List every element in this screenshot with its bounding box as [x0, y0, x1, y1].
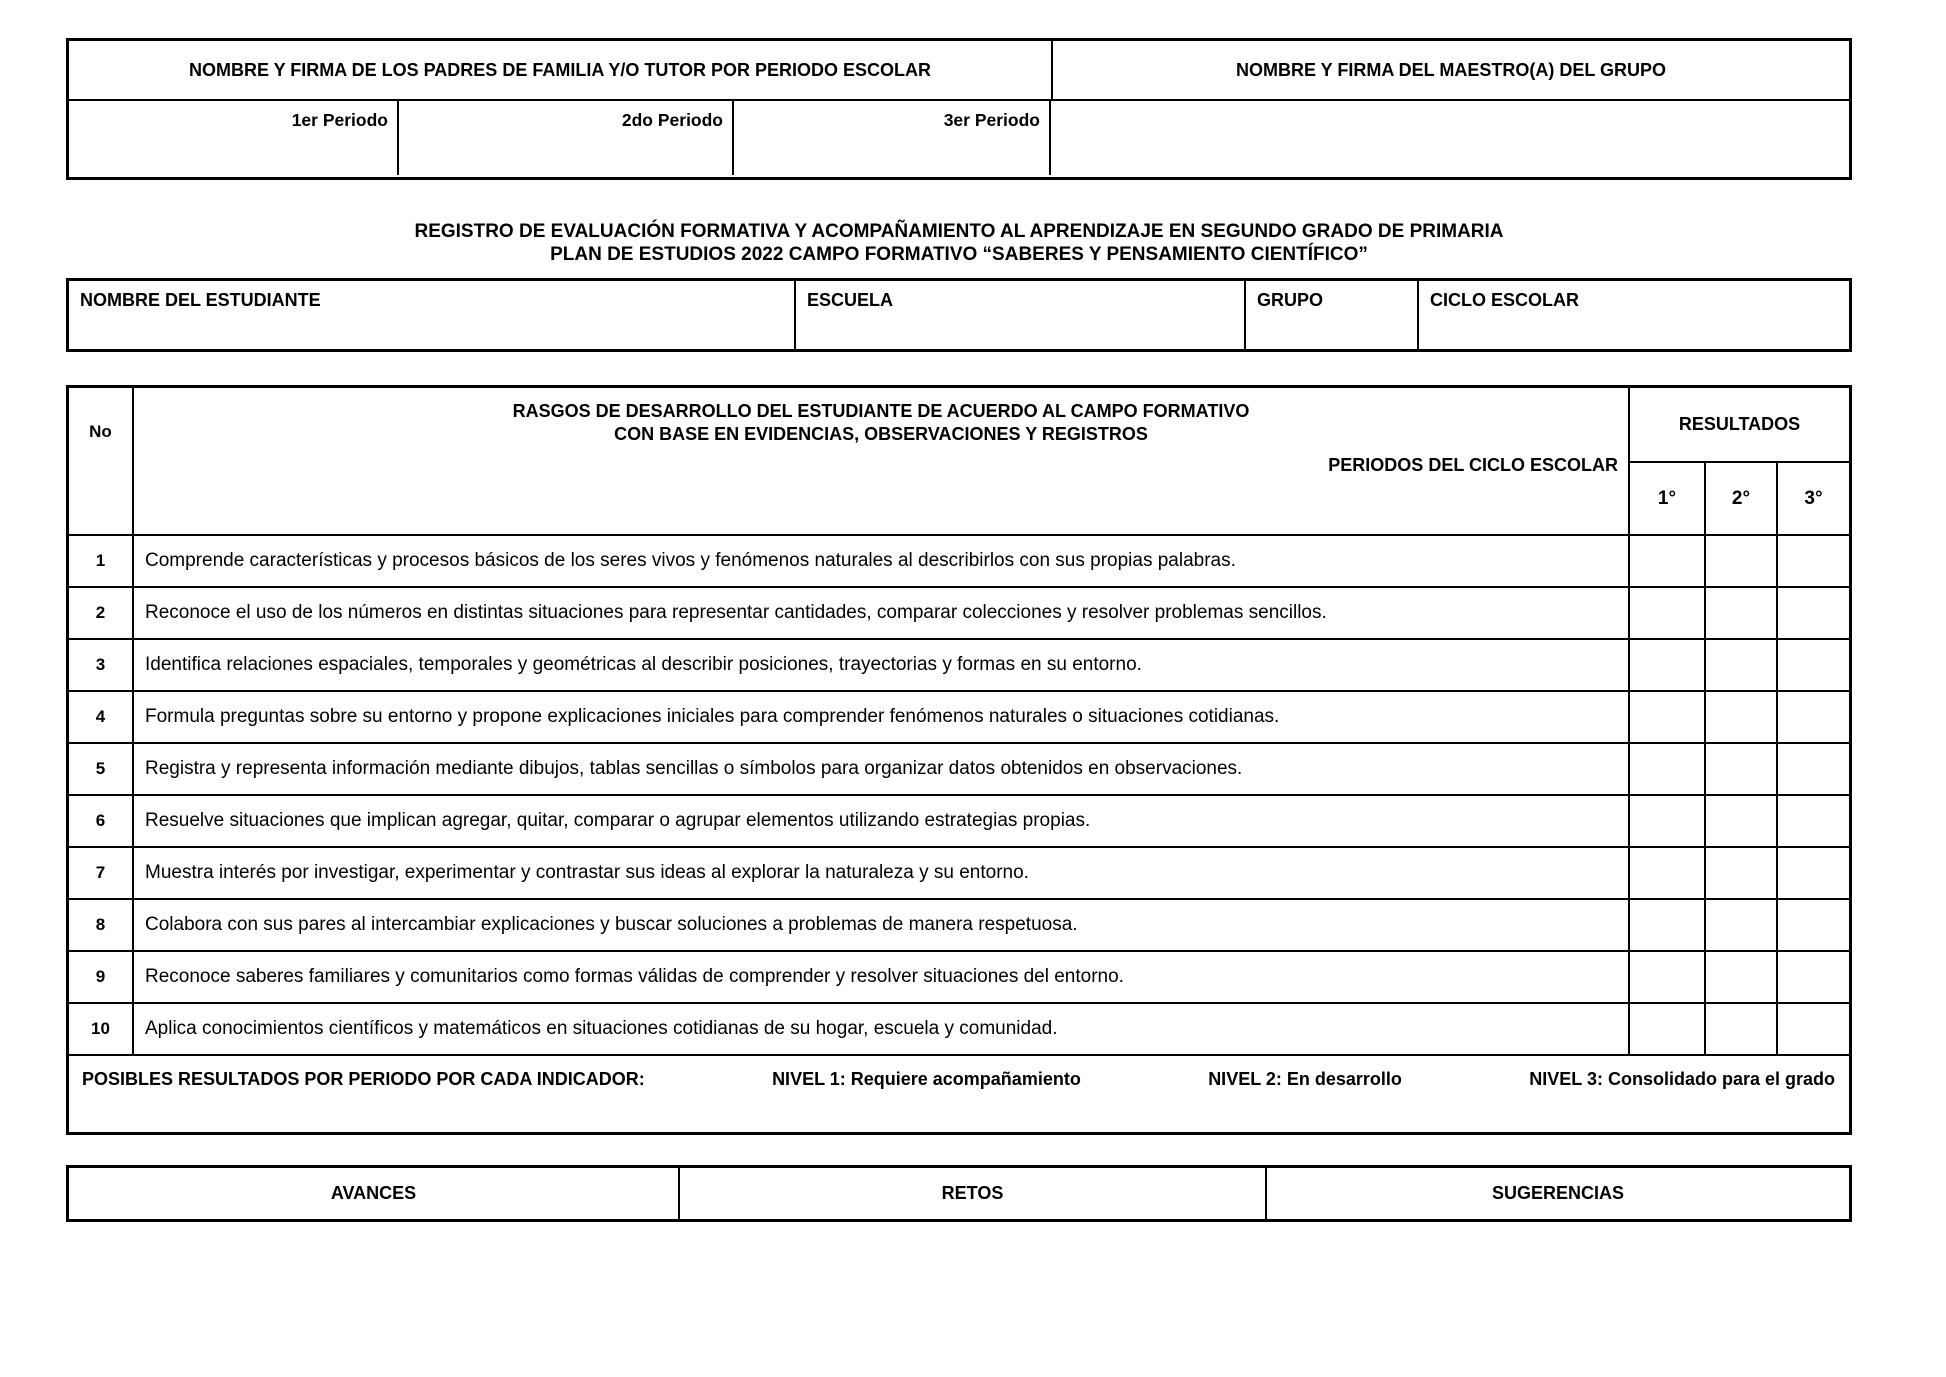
table-row	[69, 900, 1849, 952]
result-cell[interactable]	[1630, 1004, 1706, 1054]
result-cell[interactable]	[1706, 536, 1778, 586]
row-number: 6	[69, 796, 134, 846]
row-number: 3	[69, 640, 134, 690]
result-cell[interactable]	[1630, 952, 1706, 1002]
legend-nivel-1: NIVEL 1: Requiere acompañamiento	[772, 1069, 1081, 1089]
row-description-text: Muestra interés por investigar, experimentar y contrastar sus ideas al explorar la naturaleza y su entorno.	[145, 862, 1029, 883]
teacher-signature-cell[interactable]	[1051, 101, 1849, 175]
result-cell[interactable]	[1706, 848, 1778, 898]
table-row	[69, 1004, 1849, 1056]
legend-nivel-2: NIVEL 2: En desarrollo	[1208, 1069, 1402, 1089]
result-cell[interactable]	[1778, 588, 1849, 638]
result-cell[interactable]	[1706, 952, 1778, 1002]
row-description-text: Comprende características y procesos básicos de los seres vivos y fenómenos naturales al describirlos con sus propias palabras.	[145, 550, 1236, 571]
sugerencias-header-cell: SUGERENCIAS	[1491, 1183, 1625, 1203]
row-number: 5	[69, 744, 134, 794]
table-row	[69, 692, 1849, 744]
results-legend-row	[69, 1056, 1849, 1128]
row-description	[134, 536, 1630, 586]
result-cell[interactable]	[1778, 952, 1849, 1002]
row-number: 1	[69, 536, 134, 586]
table-row	[69, 588, 1849, 640]
result-cell[interactable]	[1630, 900, 1706, 950]
result-cell[interactable]	[1778, 1004, 1849, 1054]
rasgos-header-line-1: RASGOS DE DESARROLLO DEL ESTUDIANTE DE ACUERDO AL CAMPO FORMATIVO	[512, 401, 1250, 421]
no-column-header: No	[69, 388, 134, 534]
result-cell[interactable]	[1630, 744, 1706, 794]
row-description	[134, 640, 1630, 690]
row-description	[134, 848, 1630, 898]
table-row	[69, 536, 1849, 588]
legend-nivel-3: NIVEL 3: Consolidado para el grado	[1529, 1069, 1835, 1089]
signatures-header-row	[69, 41, 1849, 101]
row-description-text: Identifica relaciones espaciales, temporales y geométricas al describir posiciones, trayectorias y formas en su entorno.	[145, 654, 1142, 675]
row-description	[134, 796, 1630, 846]
row-description	[134, 588, 1630, 638]
period-2-signature-cell[interactable]: 2do Periodo	[399, 101, 734, 175]
student-name-cell[interactable]	[69, 281, 796, 349]
evaluation-table-header	[69, 388, 1849, 536]
result-cell[interactable]	[1630, 848, 1706, 898]
parents-signature-header: NOMBRE Y FIRMA DE LOS PADRES DE FAMILIA Y/O TUTOR POR PERIODO ESCOLAR	[69, 41, 1053, 99]
footer-table	[66, 1165, 1852, 1222]
result-cell[interactable]	[1706, 640, 1778, 690]
row-description	[134, 692, 1630, 742]
student-name-label: NOMBRE DEL ESTUDIANTE	[80, 290, 321, 310]
result-cell[interactable]	[1630, 640, 1706, 690]
legend-label: POSIBLES RESULTADOS POR PERIODO POR CADA INDICADOR:	[82, 1069, 645, 1089]
resultados-header: RESULTADOS	[1630, 388, 1849, 463]
row-description	[134, 744, 1630, 794]
result-cell[interactable]	[1706, 588, 1778, 638]
row-description	[134, 1004, 1630, 1054]
row-description-text: Resuelve situaciones que implican agregar, quitar, comparar o agrupar elementos utilizando estrategias propias.	[145, 810, 1091, 831]
periodos-ciclo-escolar-label: PERIODOS DEL CICLO ESCOLAR	[1328, 455, 1618, 475]
row-number: 4	[69, 692, 134, 742]
evaluation-table	[66, 385, 1852, 1135]
student-info-table	[66, 278, 1852, 352]
result-cell[interactable]	[1706, 796, 1778, 846]
row-description-text: Registra y representa información mediante dibujos, tablas sencillas o símbolos para organizar datos obtenidos en observaciones.	[145, 758, 1243, 779]
result-cell[interactable]	[1706, 744, 1778, 794]
avances-header-cell: AVANCES	[69, 1168, 680, 1219]
result-cell[interactable]	[1778, 744, 1849, 794]
result-cell[interactable]	[1778, 640, 1849, 690]
resultados-period-subheader-row	[1630, 463, 1849, 534]
signatures-period-row	[69, 101, 1849, 175]
document-title	[66, 220, 1852, 266]
result-cell[interactable]	[1778, 536, 1849, 586]
teacher-signature-header: NOMBRE Y FIRMA DEL MAESTRO(A) DEL GRUPO	[1235, 59, 1667, 80]
result-cell[interactable]	[1630, 588, 1706, 638]
row-description-text: Aplica conocimientos científicos y matemáticos en situaciones cotidianas de su hogar, escuela y comunidad.	[145, 1018, 1058, 1039]
table-row	[69, 952, 1849, 1004]
school-cycle-cell[interactable]	[1419, 281, 1849, 349]
result-cell[interactable]	[1630, 692, 1706, 742]
row-number: 2	[69, 588, 134, 638]
row-description-text: Reconoce el uso de los números en distintas situaciones para representar cantidades, comparar colecciones y resolver problemas sencillos.	[145, 602, 1327, 623]
title-line-1: REGISTRO DE EVALUACIÓN FORMATIVA Y ACOMPAÑAMIENTO AL APRENDIZAJE EN SEGUNDO GRADO DE PRIMARIA	[414, 221, 1504, 242]
result-cell[interactable]	[1706, 692, 1778, 742]
row-description	[134, 900, 1630, 950]
row-number: 8	[69, 900, 134, 950]
period-3-column-header: 3°	[1804, 487, 1823, 509]
rasgos-header-line-2: CON BASE EN EVIDENCIAS, OBSERVACIONES Y REGISTROS	[614, 424, 1148, 444]
result-cell[interactable]	[1778, 848, 1849, 898]
signatures-table	[66, 38, 1852, 180]
result-cell[interactable]	[1706, 900, 1778, 950]
group-label: GRUPO	[1257, 290, 1324, 310]
resultados-header-area	[1630, 388, 1849, 534]
table-row	[69, 640, 1849, 692]
school-label: ESCUELA	[807, 290, 894, 310]
retos-header-cell: RETOS	[680, 1168, 1267, 1219]
period-1-column-header: 1°	[1630, 463, 1706, 534]
result-cell[interactable]	[1630, 536, 1706, 586]
table-row	[69, 796, 1849, 848]
row-number: 9	[69, 952, 134, 1002]
row-description	[134, 952, 1630, 1002]
table-row	[69, 848, 1849, 900]
row-description-text: Reconoce saberes familiares y comunitarios como formas válidas de comprender y resolver situaciones del entorno.	[145, 966, 1124, 987]
row-number: 7	[69, 848, 134, 898]
period-3-signature-cell[interactable]: 3er Periodo	[734, 101, 1051, 175]
school-cell[interactable]	[796, 281, 1246, 349]
rasgos-column-header	[134, 388, 1630, 534]
result-cell[interactable]	[1706, 1004, 1778, 1054]
school-cycle-label: CICLO ESCOLAR	[1430, 290, 1580, 310]
result-cell[interactable]	[1778, 796, 1849, 846]
group-cell[interactable]	[1246, 281, 1419, 349]
period-1-signature-cell[interactable]: 1er Periodo	[69, 101, 399, 175]
table-row	[69, 744, 1849, 796]
row-description-text: Colabora con sus pares al intercambiar explicaciones y buscar soluciones a problemas de manera respetuosa.	[145, 914, 1078, 935]
result-cell[interactable]	[1630, 796, 1706, 846]
title-line-2: PLAN DE ESTUDIOS 2022 CAMPO FORMATIVO “SABERES Y PENSAMIENTO CIENTÍFICO”	[550, 244, 1368, 265]
result-cell[interactable]	[1778, 900, 1849, 950]
row-number: 10	[69, 1004, 134, 1054]
result-cell[interactable]	[1778, 692, 1849, 742]
row-description-text: Formula preguntas sobre su entorno y propone explicaciones iniciales para comprender fenómenos naturales o situaciones cotidianas.	[145, 706, 1280, 727]
period-2-column-header: 2°	[1706, 463, 1778, 534]
